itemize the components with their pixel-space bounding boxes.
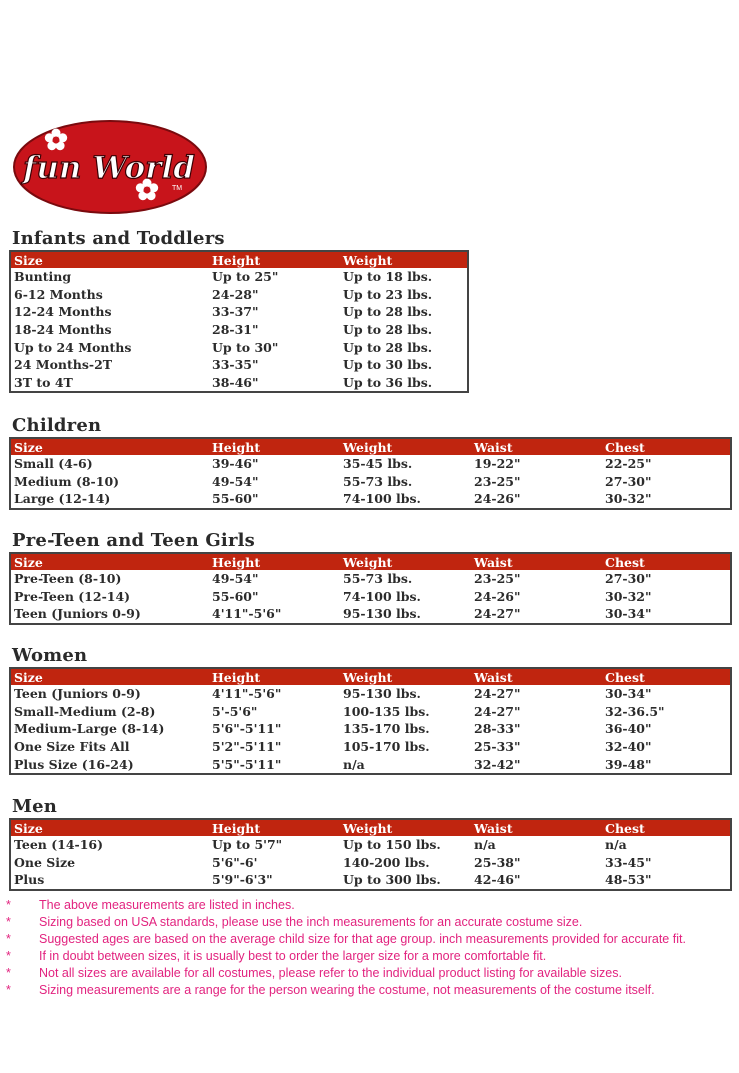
cell-weight: Up to 28 lbs.	[343, 322, 433, 338]
section-title-women: Women	[12, 645, 88, 666]
note-text: Sizing based on USA standards, please use the inch measurements for an accurate costume size.	[39, 915, 583, 929]
cell-height: Up to 5'7"	[212, 837, 283, 853]
table-row	[10, 303, 468, 321]
cell-waist: 19-22"	[474, 456, 521, 472]
cell-weight: 74-100 lbs.	[343, 588, 421, 604]
cell-size: Bunting	[14, 269, 72, 285]
header-chest: Chest	[602, 553, 731, 570]
cell-height: 5'-5'6"	[212, 703, 258, 719]
table-row	[10, 871, 731, 890]
preteen-teen-table	[9, 552, 732, 625]
table-row	[10, 588, 731, 606]
cell-waist: 24-26"	[474, 588, 521, 604]
note-marker: *	[6, 932, 11, 946]
note-marker: *	[6, 898, 11, 912]
cell-weight: 135-170 lbs.	[343, 721, 430, 737]
cell-chest: n/a	[605, 837, 627, 853]
header-chest: Chest	[602, 819, 731, 836]
table-row	[10, 356, 468, 374]
table-row	[10, 268, 468, 286]
cell-weight: Up to 300 lbs.	[343, 872, 441, 888]
cell-waist: 42-46"	[474, 872, 521, 888]
cell-size: 6-12 Months	[14, 286, 103, 302]
cell-weight: Up to 23 lbs.	[343, 286, 433, 302]
table-row	[10, 685, 731, 703]
header-height: Height	[209, 251, 340, 268]
section-title-children: Children	[12, 415, 102, 436]
cell-weight: 55-73 lbs.	[343, 571, 413, 587]
cell-chest: 27-30"	[605, 571, 652, 587]
cell-size: Small-Medium (2-8)	[14, 703, 156, 719]
cell-size: 12-24 Months	[14, 304, 112, 320]
note-text: Not all sizes are available for all costumes, please refer to the individual product listing for available sizes.	[39, 966, 622, 980]
cell-height: 49-54"	[212, 571, 259, 587]
table-row	[10, 473, 731, 491]
cell-waist: 24-26"	[474, 491, 521, 507]
cell-chest: 30-32"	[605, 588, 652, 604]
header-waist: Waist	[471, 438, 602, 455]
cell-height: 5'6"-6'	[212, 854, 258, 870]
cell-size: Pre-Teen (12-14)	[14, 588, 131, 604]
cell-weight: 140-200 lbs.	[343, 854, 430, 870]
note-marker: *	[6, 983, 11, 997]
section-title-preteen: Pre-Teen and Teen Girls	[12, 530, 256, 551]
cell-height: Up to 30"	[212, 339, 279, 355]
cell-chest: 48-53"	[605, 872, 652, 888]
cell-weight: Up to 28 lbs.	[343, 339, 433, 355]
header-weight: Weight	[340, 553, 471, 570]
men-table	[9, 818, 732, 891]
cell-weight: 100-135 lbs.	[343, 703, 430, 719]
header-size: Size	[10, 819, 209, 836]
header-weight: Weight	[340, 438, 471, 455]
header-height: Height	[209, 819, 340, 836]
table-header-row	[10, 438, 731, 455]
header-waist: Waist	[471, 553, 602, 570]
cell-height: 4'11"-5'6"	[212, 686, 282, 702]
note-item	[6, 931, 686, 948]
cell-weight: Up to 150 lbs.	[343, 837, 441, 853]
cell-size: Medium-Large (8-14)	[14, 721, 165, 737]
table-row	[10, 286, 468, 304]
cell-chest: 30-34"	[605, 686, 652, 702]
note-item	[6, 914, 686, 931]
cell-waist: 25-38"	[474, 854, 521, 870]
cell-waist: 23-25"	[474, 571, 521, 587]
note-text: Sizing measurements are a range for the person wearing the costume, not measurements of the costume itself.	[39, 983, 655, 997]
section-title-infants: Infants and Toddlers	[12, 228, 225, 249]
table-row	[10, 321, 468, 339]
cell-weight: 35-45 lbs.	[343, 456, 413, 472]
header-size: Size	[10, 438, 209, 455]
cell-size: Plus	[14, 872, 45, 888]
brand-name: fun World	[23, 150, 195, 186]
cell-height: 33-35"	[212, 357, 259, 373]
header-height: Height	[209, 553, 340, 570]
cell-size: 24 Months-2T	[14, 357, 113, 373]
table-header-row	[10, 553, 731, 570]
cell-height: 55-60"	[212, 588, 259, 604]
cell-weight: 55-73 lbs.	[343, 473, 413, 489]
header-weight: Weight	[340, 251, 468, 268]
note-item	[6, 948, 686, 965]
header-waist: Waist	[471, 668, 602, 685]
children-table	[9, 437, 732, 510]
cell-size: Medium (8-10)	[14, 473, 120, 489]
cell-weight: 95-130 lbs.	[343, 606, 421, 622]
cell-height: 5'6"-5'11"	[212, 721, 282, 737]
cell-height: 38-46"	[212, 374, 259, 390]
cell-height: 5'9"-6'3"	[212, 872, 273, 888]
header-height: Height	[209, 668, 340, 685]
cell-size: Large (12-14)	[14, 491, 111, 507]
cell-waist: 23-25"	[474, 473, 521, 489]
cell-height: 49-54"	[212, 473, 259, 489]
cell-height: 39-46"	[212, 456, 259, 472]
brand-tm: TM	[172, 185, 183, 192]
cell-chest: 30-34"	[605, 606, 652, 622]
cell-waist: 25-33"	[474, 739, 521, 755]
table-row	[10, 338, 468, 356]
sizing-notes	[6, 897, 686, 999]
cell-height: 24-28"	[212, 286, 259, 302]
cell-weight: n/a	[343, 756, 365, 772]
cell-weight: Up to 30 lbs.	[343, 357, 433, 373]
cell-chest: 27-30"	[605, 473, 652, 489]
table-row	[10, 836, 731, 854]
header-weight: Weight	[340, 819, 471, 836]
cell-chest: 32-40"	[605, 739, 652, 755]
cell-waist: n/a	[474, 837, 496, 853]
cell-height: 33-37"	[212, 304, 259, 320]
cell-size: One Size Fits All	[14, 739, 130, 755]
header-size: Size	[10, 251, 209, 268]
table-row	[10, 374, 468, 393]
table-row	[10, 755, 731, 774]
cell-height: 4'11"-5'6"	[212, 606, 282, 622]
cell-chest: 39-48"	[605, 756, 652, 772]
note-item	[6, 897, 686, 914]
table-row	[10, 854, 731, 872]
cell-size: Teen (Juniors 0-9)	[14, 606, 141, 622]
header-height: Height	[209, 438, 340, 455]
cell-size: One Size	[14, 854, 76, 870]
cell-size: Teen (14-16)	[14, 837, 104, 853]
cell-height: Up to 25"	[212, 269, 279, 285]
table-header-row	[10, 251, 468, 268]
cell-size: Small (4-6)	[14, 456, 93, 472]
cell-weight: 74-100 lbs.	[343, 491, 421, 507]
table-row	[10, 738, 731, 756]
women-table	[9, 667, 732, 775]
table-row	[10, 455, 731, 473]
note-text: If in doubt between sizes, it is usually best to order the larger size for a more comfortable fit.	[39, 949, 547, 963]
cell-size: Pre-Teen (8-10)	[14, 571, 122, 587]
cell-waist: 24-27"	[474, 606, 521, 622]
header-chest: Chest	[602, 438, 731, 455]
cell-waist: 32-42"	[474, 756, 521, 772]
cell-weight: 105-170 lbs.	[343, 739, 430, 755]
cell-chest: 36-40"	[605, 721, 652, 737]
note-marker: *	[6, 966, 11, 980]
table-row	[10, 720, 731, 738]
cell-chest: 30-32"	[605, 491, 652, 507]
table-header-row	[10, 668, 731, 685]
infants-toddlers-table	[9, 250, 469, 393]
cell-chest: 33-45"	[605, 854, 652, 870]
note-text: Suggested ages are based on the average child size for that age group. inch measurements provided for accurate fit.	[39, 932, 686, 946]
cell-height: 5'2"-5'11"	[212, 739, 282, 755]
cell-weight: Up to 36 lbs.	[343, 374, 433, 390]
cell-size: 3T to 4T	[14, 374, 73, 390]
cell-weight: 95-130 lbs.	[343, 686, 421, 702]
cell-height: 28-31"	[212, 322, 259, 338]
cell-waist: 24-27"	[474, 686, 521, 702]
cell-size: Teen (Juniors 0-9)	[14, 686, 141, 702]
table-row	[10, 703, 731, 721]
header-size: Size	[10, 668, 209, 685]
cell-height: 5'5"-5'11"	[212, 756, 282, 772]
cell-waist: 24-27"	[474, 703, 521, 719]
table-row	[10, 570, 731, 588]
cell-size: 18-24 Months	[14, 322, 112, 338]
note-item	[6, 982, 686, 999]
note-text: The above measurements are listed in inches.	[39, 898, 295, 912]
note-marker: *	[6, 915, 11, 929]
table-header-row	[10, 819, 731, 836]
header-size: Size	[10, 553, 209, 570]
cell-chest: 22-25"	[605, 456, 652, 472]
header-chest: Chest	[602, 668, 731, 685]
cell-height: 55-60"	[212, 491, 259, 507]
table-row	[10, 490, 731, 509]
note-item	[6, 965, 686, 982]
note-marker: *	[6, 949, 11, 963]
cell-waist: 28-33"	[474, 721, 521, 737]
cell-weight: Up to 18 lbs.	[343, 269, 433, 285]
cell-weight: Up to 28 lbs.	[343, 304, 433, 320]
cell-size: Up to 24 Months	[14, 339, 132, 355]
cell-size: Plus Size (16-24)	[14, 756, 134, 772]
cell-chest: 32-36.5"	[605, 703, 665, 719]
header-weight: Weight	[340, 668, 471, 685]
header-waist: Waist	[471, 819, 602, 836]
fun-world-logo	[12, 118, 210, 216]
table-row	[10, 605, 731, 624]
section-title-men: Men	[12, 796, 58, 817]
